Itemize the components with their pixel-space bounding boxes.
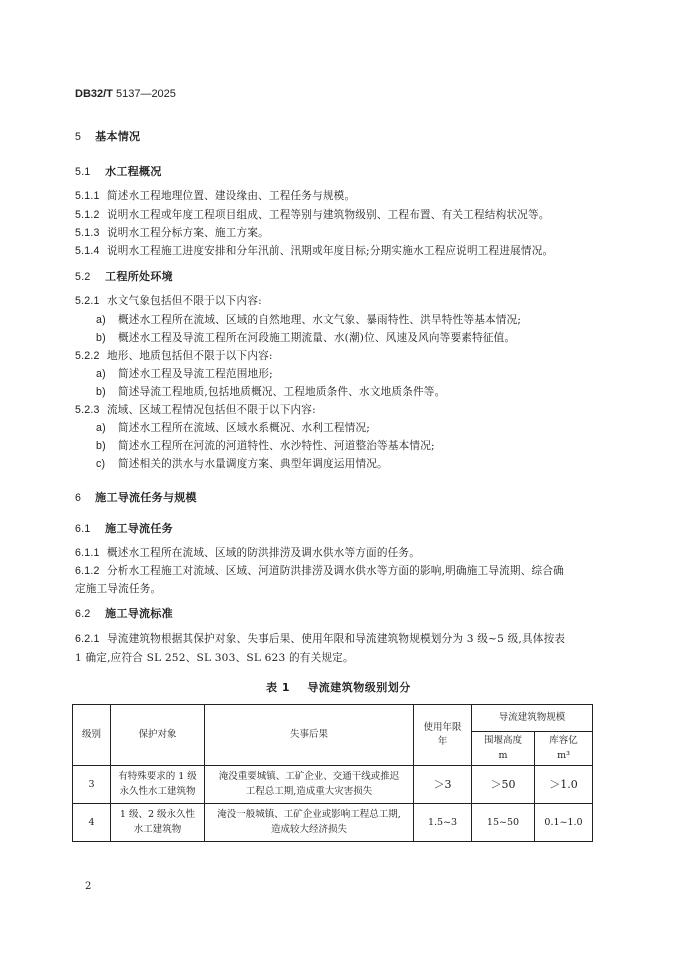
clause-6-1-1: 6.1.1 概述水工程所在流域、区域的防洪排涝及调水供水等方面的任务。	[75, 547, 421, 559]
section-6-1-heading: 6.1 施工导流任务	[75, 522, 173, 535]
table-row: 4 1 级、2 级永久性 水工建筑物 淹没一般城镇、工矿企业或影响工程总工期, 造成较大经济损失 1.5~3 15~50 0.1~1.0	[73, 804, 593, 842]
clause-5-1-2: 5.1.2 说明水工程或年度工程项目组成、工程等别与建筑物级别、工程布置、有关工程结构状况等。	[75, 209, 550, 221]
section-6-heading: 6 施工导流任务与规模	[75, 491, 197, 504]
clause-5-2-1: 5.2.1 水文气象包括但不限于以下内容:	[75, 295, 262, 307]
clause-5-1-1: 5.1.1 简述水工程地理位置、建设缘由、工程任务与规模。	[75, 190, 356, 202]
header-level: 级别	[73, 705, 111, 766]
list-item: b) 简述导流工程地质,包括地质概况、工程地质条件、水文地质条件等。	[96, 386, 446, 398]
table-header-row	[73, 705, 593, 732]
clause-6-2-1: 6.2.1 导流建筑物根据其保护对象、失事后果、使用年限和导流建筑物规模划分为 3 级~5 级,具体按表	[75, 633, 566, 645]
classification-table	[72, 704, 593, 842]
section-title: 水工程概况	[105, 165, 162, 178]
section-6-2-heading: 6.2 施工导流标准	[75, 607, 173, 620]
table-caption	[266, 679, 411, 695]
list-item: a) 简述水工程所在流域、区域水系概况、水利工程情况;	[96, 422, 371, 434]
header-capacity: 库容亿 m³	[535, 732, 593, 766]
table-title: 导流建筑物级别划分	[307, 681, 411, 694]
header-object: 保护对象	[111, 705, 205, 766]
clause-6-1-2-cont: 定施工导流任务。	[75, 583, 162, 595]
header-consequence: 失事后果	[205, 705, 414, 766]
section-5-2-heading: 5.2 工程所处环境	[75, 270, 173, 283]
standard-number: 5137—2025	[115, 88, 176, 100]
list-item: b) 简述水工程所在河流的河道特性、水沙特性、河道整治等基本情况;	[96, 440, 435, 452]
page-number: 2	[85, 881, 92, 892]
section-5-1-heading	[75, 163, 162, 179]
clause-6-1-2: 6.1.2 分析水工程施工对流域、区域、河道防洪排涝及调水供水等方面的影响,明确施工导流期、综合确	[75, 565, 564, 577]
clause-5-1-4: 5.1.4 说明水工程施工进度安排和分年汛前、汛期或年度目标;分期实施水工程应说明工程进展情况。	[75, 245, 554, 257]
list-item: b) 概述水工程及导流工程所在河段施工期流量、水(潮)位、风速及风向等要素特征值。	[96, 332, 516, 344]
header-years: 使用年限 年	[414, 705, 472, 766]
table-label: 表 1	[266, 681, 290, 694]
clause-6-2-1-cont: 1 确定,应符合 SL 252、SL 303、SL 623 的有关规定。	[75, 652, 354, 664]
section-title: 基本情况	[95, 130, 141, 143]
list-item: a) 概述水工程所在流域、区域的自然地理、水文气象、暴雨特性、洪旱特性等基本情况;	[96, 314, 522, 326]
section-number: 5.1	[75, 166, 91, 178]
section-number: 5	[75, 131, 82, 143]
list-item: a) 简述水工程及导流工程范围地形;	[96, 368, 273, 380]
standard-code: DB32/T	[75, 88, 113, 100]
clause-5-2-2: 5.2.2 地形、地质包括但不限于以下内容:	[75, 350, 273, 362]
doc-header	[75, 88, 176, 100]
header-scale: 导流建筑物规模	[472, 705, 593, 732]
section-5-heading	[75, 128, 140, 144]
clause-5-1-3: 5.1.3 说明水工程分标方案、施工方案。	[75, 227, 269, 239]
table-row: 3 有特殊要求的 1 级 永久性水工建筑物 淹没重要城镇、工矿企业、交通干线或推迟 工程总工期,造成重大灾害损失 ＞3 ＞50 ＞1.0	[73, 766, 593, 804]
list-item: c) 简述相关的洪水与水量调度方案、典型年调度运用情况。	[96, 458, 388, 470]
header-height: 围堰高度 m	[472, 732, 535, 766]
clause-5-2-3: 5.2.3 流域、区域工程情况包括但不限于以下内容:	[75, 404, 316, 416]
